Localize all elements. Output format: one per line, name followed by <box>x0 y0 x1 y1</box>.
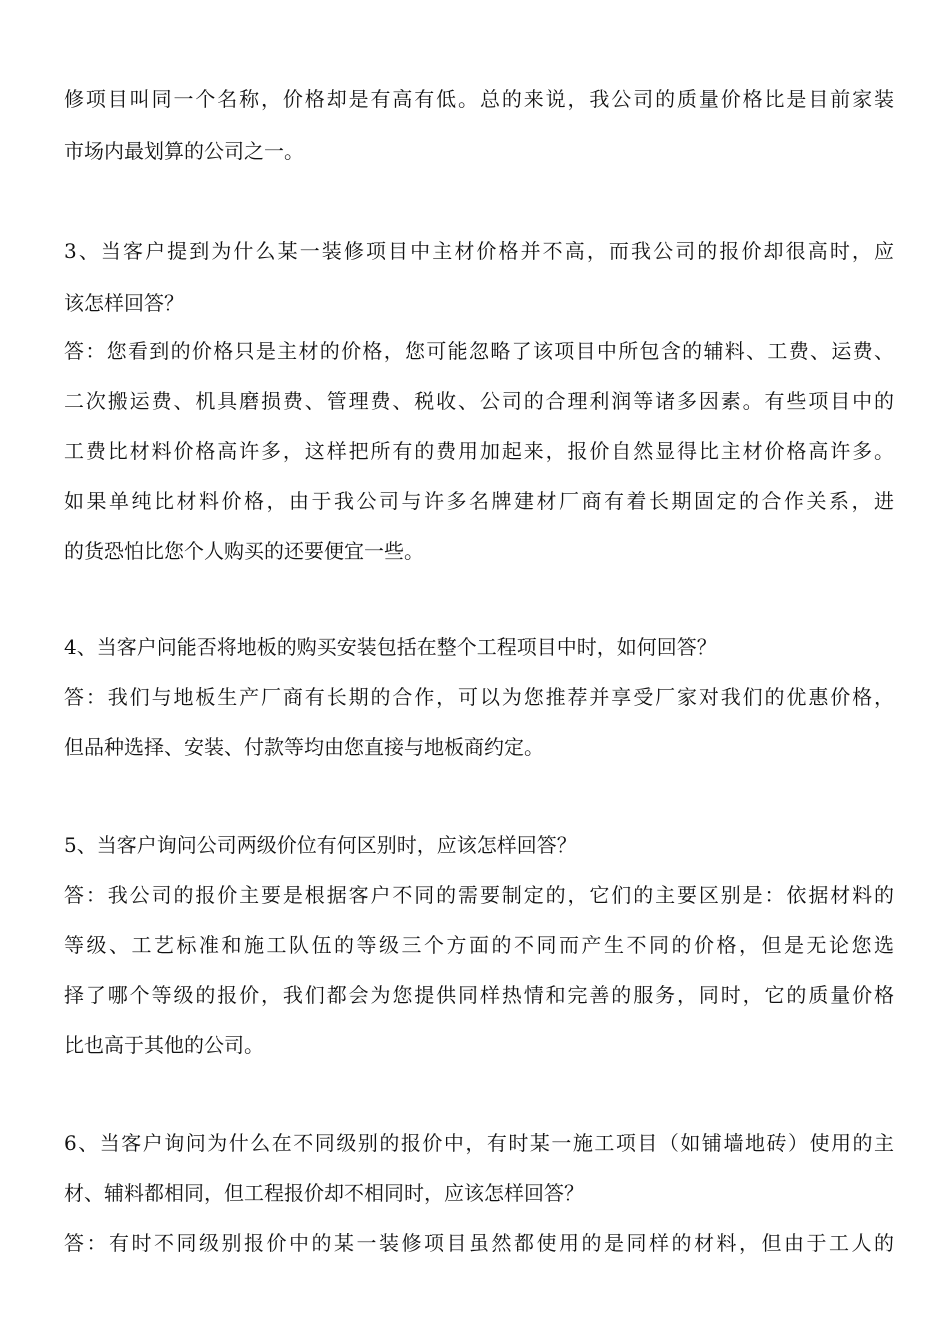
q5-answer-line-3: 择了哪个等级的报价，我们都会为您提供同样热情和完善的服务，同时，它的质量价格 <box>64 983 894 1007</box>
q6-answer-line-1: 答：有时不同级别报价中的某一装修项目虽然都使用的是同样的材料，但由于工人的 <box>64 1231 894 1255</box>
q3-answer-line-5: 的货恐怕比您个人购买的还要便宜一些。 <box>64 539 424 563</box>
q4-question-line-1: 4、当客户问能否将地板的购买安装包括在整个工程项目中时，如何回答？ <box>64 635 717 659</box>
q3-question-line-2: 该怎样回答？ <box>64 291 184 315</box>
q3-answer-line-3: 工费比材料价格高许多，这样把所有的费用加起来，报价自然显得比主材价格高许多。 <box>64 439 894 463</box>
q6-question-line-2: 材、辅料都相同，但工程报价却不相同时，应该怎样回答？ <box>64 1181 584 1205</box>
q5-answer-line-2: 等级、工艺标准和施工队伍的等级三个方面的不同而产生不同的价格，但是无论您选 <box>64 933 894 957</box>
q5-answer-line-4: 比也高于其他的公司。 <box>64 1033 264 1057</box>
q3-answer-line-2: 二次搬运费、机具磨损费、管理费、税收、公司的合理利润等诸多因素。有些项目中的 <box>64 389 894 413</box>
intro-line-2: 市场内最划算的公司之一。 <box>64 139 304 163</box>
q3-answer-line-4: 如果单纯比材料价格，由于我公司与许多名牌建材厂商有着长期固定的合作关系，进 <box>64 489 894 513</box>
q3-answer-line-1: 答：您看到的价格只是主材的价格，您可能忽略了该项目中所包含的辅料、工费、运费、 <box>64 339 894 363</box>
intro-line-1: 修项目叫同一个名称，价格却是有高有低。总的来说，我公司的质量价格比是目前家装 <box>64 87 894 111</box>
q5-answer-line-1: 答：我公司的报价主要是根据客户不同的需要制定的，它们的主要区别是：依据材料的 <box>64 883 894 907</box>
q4-answer-line-1: 答：我们与地板生产厂商有长期的合作，可以为您推荐并享受厂家对我们的优惠价格， <box>64 685 894 709</box>
q5-question-line-1: 5、当客户询问公司两级价位有何区别时，应该怎样回答？ <box>64 833 577 857</box>
q4-answer-line-2: 但品种选择、安装、付款等均由您直接与地板商约定。 <box>64 735 544 759</box>
q6-question-line-1: 6、当客户询问为什么在不同级别的报价中，有时某一施工项目（如铺墙地砖）使用的主 <box>64 1131 894 1155</box>
q3-question-line-1: 3、当客户提到为什么某一装修项目中主材价格并不高，而我公司的报价却很高时，应 <box>64 239 894 263</box>
